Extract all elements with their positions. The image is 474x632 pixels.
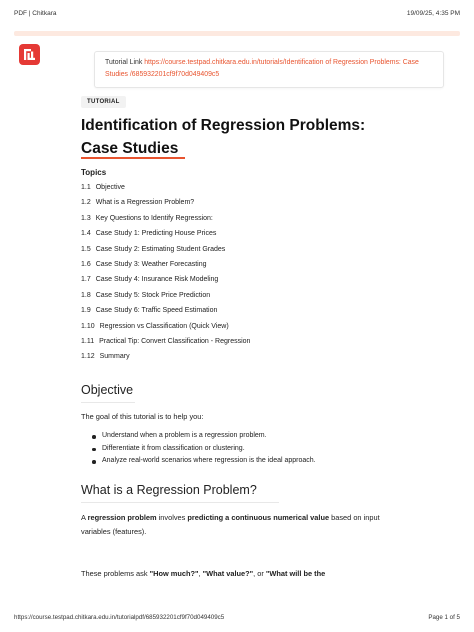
emphasis-continuous-value: predicting a continuous numerical value: [187, 513, 330, 522]
list-item: [90, 432, 316, 445]
topic-label: Summary: [99, 353, 130, 361]
tutorial-link-card: [94, 51, 444, 88]
text-run: A: [81, 513, 88, 522]
topic-number: 1.8: [81, 291, 91, 299]
list-item: [90, 445, 316, 458]
topic-number: 1.1: [81, 184, 91, 191]
print-header-timestamp: 19/09/25, 4:35 PM: [406, 10, 460, 17]
topic-label: Regression vs Classification (Quick View): [99, 322, 229, 330]
print-header-title: PDF | Chitkara: [14, 10, 57, 17]
topic-label: Case Study 3: Weather Forecasting: [95, 260, 207, 268]
text-run: These problems ask: [81, 569, 150, 578]
tutorial-link-label: Tutorial Link: [105, 59, 143, 66]
topic-label: Case Study 6: Traffic Speed Estimation: [95, 307, 218, 315]
topic-label: Case Study 4: Insurance Risk Modeling: [95, 276, 219, 284]
topic-number: 1.7: [81, 276, 91, 284]
topic-item-what-is-regression[interactable]: [81, 199, 250, 214]
topics-heading: Topics: [81, 168, 107, 177]
list-item: [90, 457, 316, 470]
topic-label: Objective: [95, 184, 125, 191]
bullet-text: Understand when a problem is a regression problem.: [102, 432, 267, 439]
regression-definition: [81, 511, 401, 539]
tutorial-link-url[interactable]: https://course.testpad.chitkara.edu.in/tutorials/Identification of Regression Problems: Case Studies /685932201cf9f70d049409c5: [105, 59, 419, 78]
topic-label: Case Study 5: Stock Price Prediction: [95, 291, 211, 299]
topic-item-summary[interactable]: [81, 353, 250, 368]
topic-label: Practical Tip: Convert Classification - Regression: [99, 337, 251, 345]
topic-number: 1.12: [81, 353, 95, 361]
tutorial-tag: TUTORIAL: [81, 96, 126, 108]
objective-intro: The goal of this tutorial is to help you:: [81, 412, 204, 421]
topic-item-objective[interactable]: [81, 184, 250, 199]
topic-item-case-study-6[interactable]: [81, 307, 250, 322]
logo-glyph: [23, 48, 36, 61]
print-footer: [14, 614, 460, 626]
bullet-text: Analyze real-world scenarios where regression is the ideal approach.: [102, 457, 316, 464]
print-footer-page: Page 1 of 5: [428, 614, 460, 621]
topic-item-case-study-3[interactable]: [81, 261, 250, 276]
topic-label: Case Study 2: Estimating Student Grades: [95, 245, 226, 253]
topic-number: 1.11: [81, 337, 95, 345]
emphasis-regression-problem: regression problem: [87, 513, 157, 522]
topic-number: 1.6: [81, 260, 91, 268]
title-underline: [81, 157, 185, 159]
topic-label: Key Questions to Identify Regression:: [95, 214, 213, 222]
text-run: , or: [253, 569, 266, 578]
bullet-dot: [92, 460, 96, 464]
emphasis-what-will-be: "What will be the: [265, 569, 326, 578]
topic-item-case-study-2[interactable]: [81, 246, 250, 261]
page-title: Identification of Regression Problems: Case Studies: [81, 117, 366, 157]
topic-number: 1.9: [81, 307, 91, 315]
topic-label: Case Study 1: Predicting House Prices: [95, 230, 217, 238]
regression-heading-rule: [81, 502, 279, 503]
topic-item-case-study-1[interactable]: [81, 230, 250, 245]
topic-label: What is a Regression Problem?: [95, 199, 195, 207]
topic-number: 1.2: [81, 199, 91, 207]
top-band: [14, 31, 460, 36]
emphasis-how-much: "How much?": [149, 569, 199, 578]
regression-heading: What is a Regression Problem?: [81, 483, 257, 497]
topic-item-practical-tip[interactable]: [81, 338, 250, 353]
topics-list: [81, 184, 250, 369]
topic-number: 1.5: [81, 245, 91, 253]
topic-item-regression-vs-classification[interactable]: [81, 323, 250, 338]
topic-number: 1.10: [81, 322, 95, 330]
emphasis-what-value: "What value?": [202, 569, 254, 578]
topic-item-case-study-5[interactable]: [81, 292, 250, 307]
topic-number: 1.4: [81, 230, 91, 238]
text-run: ,: [198, 569, 203, 578]
objective-heading-rule: [81, 402, 135, 403]
topic-number: 1.3: [81, 214, 91, 222]
regression-questions: [81, 567, 401, 581]
print-footer-url: https://course.testpad.chitkara.edu.in/tutorialpdf/685932201cf9f70d049409c5: [14, 614, 225, 621]
chitkara-logo-icon[interactable]: [19, 44, 40, 65]
bullet-dot: [92, 435, 96, 439]
bullet-text: Differentiate it from classification or clustering.: [102, 444, 245, 452]
topic-item-key-questions[interactable]: [81, 215, 250, 230]
objective-heading: Objective: [81, 383, 134, 397]
topic-item-case-study-4[interactable]: [81, 276, 250, 291]
text-run: involves: [156, 513, 188, 522]
bullet-dot: [92, 448, 96, 452]
text-run: based on input variables (features).: [81, 513, 380, 536]
print-header: [14, 10, 460, 22]
objective-bullets: [90, 432, 316, 470]
